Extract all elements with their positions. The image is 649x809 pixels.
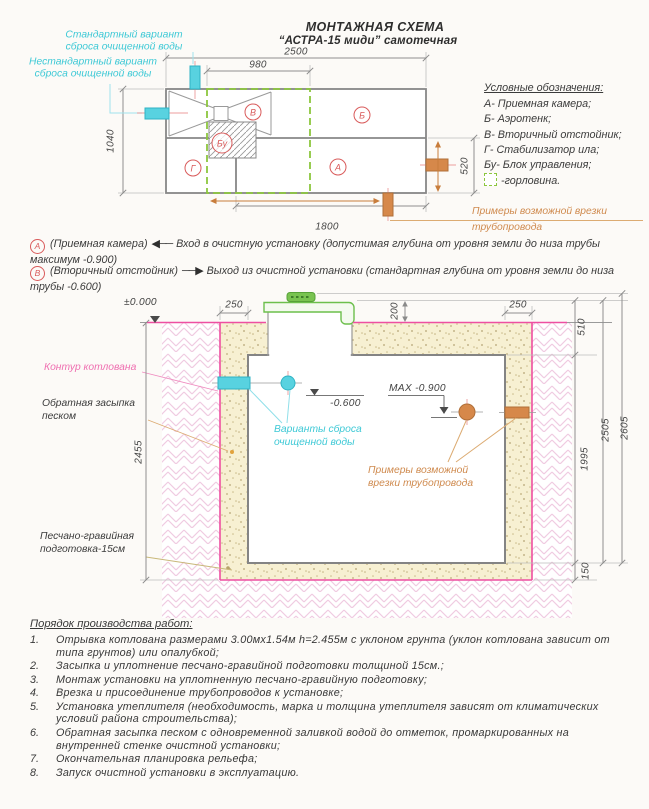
legend-neck-label: -горловина. (501, 175, 561, 188)
dim-total-width: 2500 (284, 46, 308, 58)
legend-item: Б- Аэротенк; (484, 113, 552, 126)
backfill-label (42, 397, 135, 423)
work-item-text: Врезка и присоединение трубопроводов к установке; (56, 687, 344, 700)
pipe-examples-top-line2: трубопровода (472, 222, 543, 233)
inlet-arrow-icon: ◀── (151, 238, 173, 250)
work-item-num: 7. (30, 753, 40, 766)
work-item-text: Окончательная планировка рельефа; (56, 753, 258, 766)
chamber-g-badge: Г (185, 160, 202, 177)
work-item-num: 3. (30, 673, 40, 686)
work-item-text: Запуск очистной установки в эксплуатацию. (56, 766, 300, 779)
legend-item: Бу- Блок управления; (484, 159, 592, 172)
legend-item-neck (484, 173, 622, 189)
work-item-num: 1. (30, 634, 40, 646)
work-item (30, 727, 630, 753)
work-item-text: Монтаж установки на уплотненную песчано-гравийную подготовку; (56, 673, 428, 686)
legend-item: В- Вторичный отстойник; (484, 128, 622, 141)
standard-discharge-label (65, 30, 182, 55)
work-item-num: 5. (30, 700, 40, 713)
note-outlet (30, 265, 636, 295)
note-a-badge: А (30, 239, 45, 254)
nonstandard-discharge-line2: сброса очищенной воды (34, 69, 152, 80)
note-inlet (30, 238, 636, 268)
neck-opening (269, 312, 351, 358)
work-item (30, 634, 630, 660)
dim-neck-to-tank-top: 510 (576, 318, 588, 336)
work-item (30, 674, 630, 687)
dim-tank-height: 1995 (579, 447, 591, 471)
dim-plan-right: 520 (459, 157, 471, 175)
dim-plan-height: 1040 (105, 129, 117, 153)
work-order-list (30, 618, 630, 780)
discharge-options-line1: Варианты сброса (274, 424, 362, 435)
work-item-num: 8. (30, 766, 40, 779)
dim-plan-bottom: 1800 (315, 221, 339, 233)
legend-item: А- Приемная камера; (484, 98, 592, 111)
legend (484, 81, 622, 189)
work-item-num: 2. (30, 660, 40, 673)
work-item-num: 6. (30, 726, 40, 739)
bed-label (40, 530, 134, 556)
pit-contour-label: Контур котлована (44, 362, 137, 373)
standard-discharge-line2: сброса очищенной воды (65, 42, 183, 53)
work-order-title: Порядок производства работ: (30, 618, 193, 630)
note-v-text: Выход из очистной установки (стандартная глубина от уровня земли до низа трубы -0.600) (30, 265, 614, 294)
work-item (30, 687, 630, 700)
outlet-level-text: -0.600 (330, 398, 361, 409)
work-item (30, 753, 630, 766)
pit-wall-left (162, 323, 220, 580)
standard-discharge-line1: Стандартный вариант (65, 29, 183, 41)
chamber-v-badge: В (245, 104, 262, 121)
dim-neck-to-bottom: 2505 (600, 418, 612, 442)
discharge-options-label (274, 423, 362, 449)
nonstandard-discharge-label (29, 57, 157, 82)
zero-level-text: ±0.000 (124, 297, 157, 308)
work-item (30, 701, 630, 727)
dim-neck-width: 980 (249, 59, 267, 71)
legend-title: Условные обозначения: (484, 82, 604, 94)
note-v-name: (Вторичный отстойник) (50, 265, 178, 277)
work-item (30, 767, 630, 780)
dim-bed-thickness: 150 (580, 562, 592, 580)
chamber-b-badge: Б (354, 107, 371, 124)
work-item-text: Установка утеплителя (необходимость, марка и толщина утеплителя зависят от климатических условий района строительства); (56, 700, 599, 726)
note-a-name: (Приемная камера) (50, 238, 148, 250)
pit-wall-right (532, 323, 572, 580)
discharge-options-line2: очищенной воды (274, 437, 355, 448)
dim-overall: 2605 (619, 416, 631, 440)
legend-item: Г- Стабилизатор ила; (484, 143, 600, 156)
backfill-line1: Обратная засыпка (42, 398, 135, 409)
outlet-arrow-icon: ──▶ (181, 265, 203, 277)
work-item-text: Обратная засыпка песком с одновременной заливкой водой до отметок, промаркированных на внутренней стенке очистной установки; (56, 726, 570, 752)
work-item (30, 660, 630, 673)
pipe-examples-top-line1: Примеры возможной врезки (472, 206, 608, 217)
pit-bottom-ground (162, 580, 572, 618)
backfill-line2: песком (42, 411, 77, 422)
note-v-badge: В (30, 266, 45, 281)
dim-left-gap: 250 (225, 299, 243, 311)
insertion-examples-line1: Примеры возможной (368, 465, 469, 476)
note-a-text: Вход в очистную установку (допустимая глубина от уровня земли до низа трубы максимум -0.900) (30, 238, 600, 267)
page-title: МОНТАЖНАЯ СХЕМА (305, 20, 445, 34)
section-view (140, 290, 628, 618)
insertion-examples-line2: врезки трубопровода (368, 478, 474, 489)
bed-line2: подготовка-15см (40, 544, 126, 555)
dim-neck-above-ground: 200 (389, 302, 401, 320)
dim-right-gap: 250 (509, 299, 527, 311)
work-item-num: 4. (30, 687, 40, 700)
neck-legend-icon (484, 173, 497, 186)
work-item-text: Засыпка и уплотнение песчано-гравийной подготовки толщиной 15см.; (56, 660, 444, 673)
nonstandard-discharge-line1: Нестандартный вариант (29, 56, 157, 68)
pipe-examples-top-label (472, 205, 607, 234)
chamber-bu-badge: Бу (212, 133, 233, 154)
bed-line1: Песчано-гравийная (40, 531, 135, 542)
chamber-a-badge: А (330, 159, 347, 176)
page-subtitle: “АСТРА-15 миди” самотечная (278, 35, 458, 47)
max-inlet-level-text: MAX -0.900 (389, 383, 446, 394)
insertion-examples-label (368, 464, 473, 490)
dim-pit-depth: 2455 (133, 440, 145, 464)
work-item-text: Отрывка котлована размерами 3.00мх1.54м h=2.455м с уклоном грунта (уклон котлована зависит от типа грунтов) или опалубкой; (56, 634, 610, 659)
